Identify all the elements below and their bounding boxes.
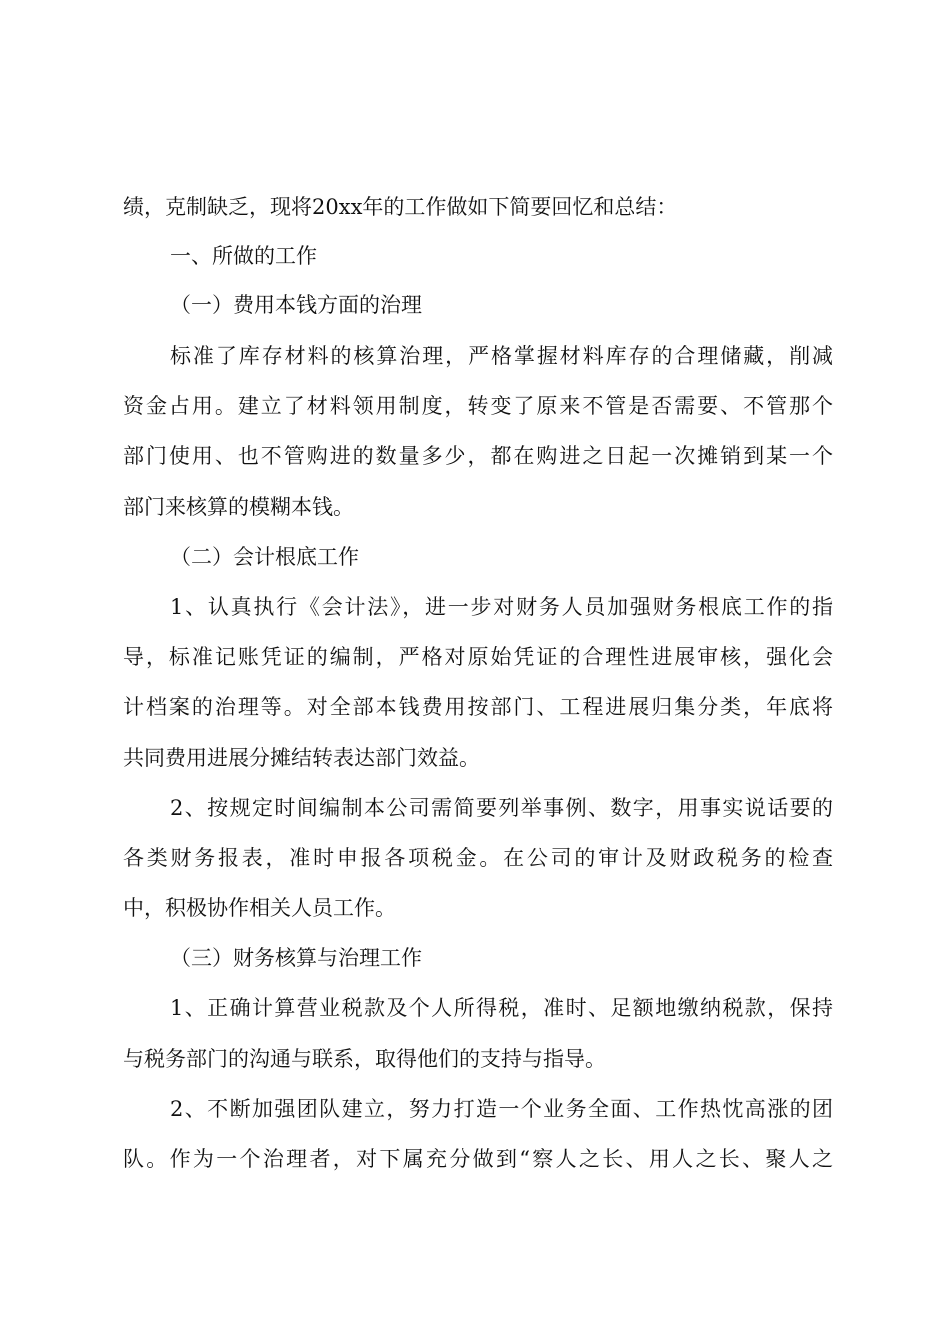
- text-line: 各类财务报表，准时申报各项税金。在公司的审计及财政税务的检查: [123, 846, 833, 870]
- text-line: 资金占用。建立了材料领用制度，转变了原来不管是否需要、不管那个: [123, 394, 833, 418]
- text-line: 计档案的治理等。对全部本钱费用按部门、工程进展归集分类，年底将: [123, 695, 833, 719]
- section-heading: 一、所做的工作: [170, 244, 317, 268]
- subsection-heading: （三）财务核算与治理工作: [170, 946, 422, 970]
- text-line: 共同费用进展分摊结转表达部门效益。: [123, 746, 480, 770]
- text-line: 队。作为一个治理者，对下属充分做到“察人之长、用人之长、聚人之: [123, 1147, 833, 1171]
- subsection-heading: （一）费用本钱方面的治理: [170, 293, 422, 317]
- text-line: 绩，克制缺乏，现将20xx年的工作做如下简要回忆和总结：: [123, 195, 678, 219]
- text-line: 标准了库存材料的核算治理，严格掌握材料库存的合理储藏，削减: [170, 344, 833, 368]
- text-line: 导，标准记账凭证的编制，严格对原始凭证的合理性进展审核，强化会: [123, 645, 833, 669]
- text-line: 1、正确计算营业税款及个人所得税，准时、足额地缴纳税款，保持: [170, 996, 833, 1020]
- text-line: 2、按规定时间编制本公司需简要列举事例、数字，用事实说话要的: [170, 796, 833, 820]
- text-line: 部门使用、也不管购进的数量多少，都在购进之日起一次摊销到某一个: [123, 444, 833, 468]
- text-line: 1、认真执行《会计法》，进一步对财务人员加强财务根底工作的指: [170, 595, 833, 619]
- text-line: 部门来核算的模糊本钱。: [123, 495, 354, 519]
- text-line: 2、不断加强团队建立，努力打造一个业务全面、工作热忱高涨的团: [170, 1097, 833, 1121]
- subsection-heading: （二）会计根底工作: [170, 545, 359, 569]
- text-line: 与税务部门的沟通与联系，取得他们的支持与指导。: [123, 1047, 606, 1071]
- text-line: 中，积极协作相关人员工作。: [123, 896, 396, 920]
